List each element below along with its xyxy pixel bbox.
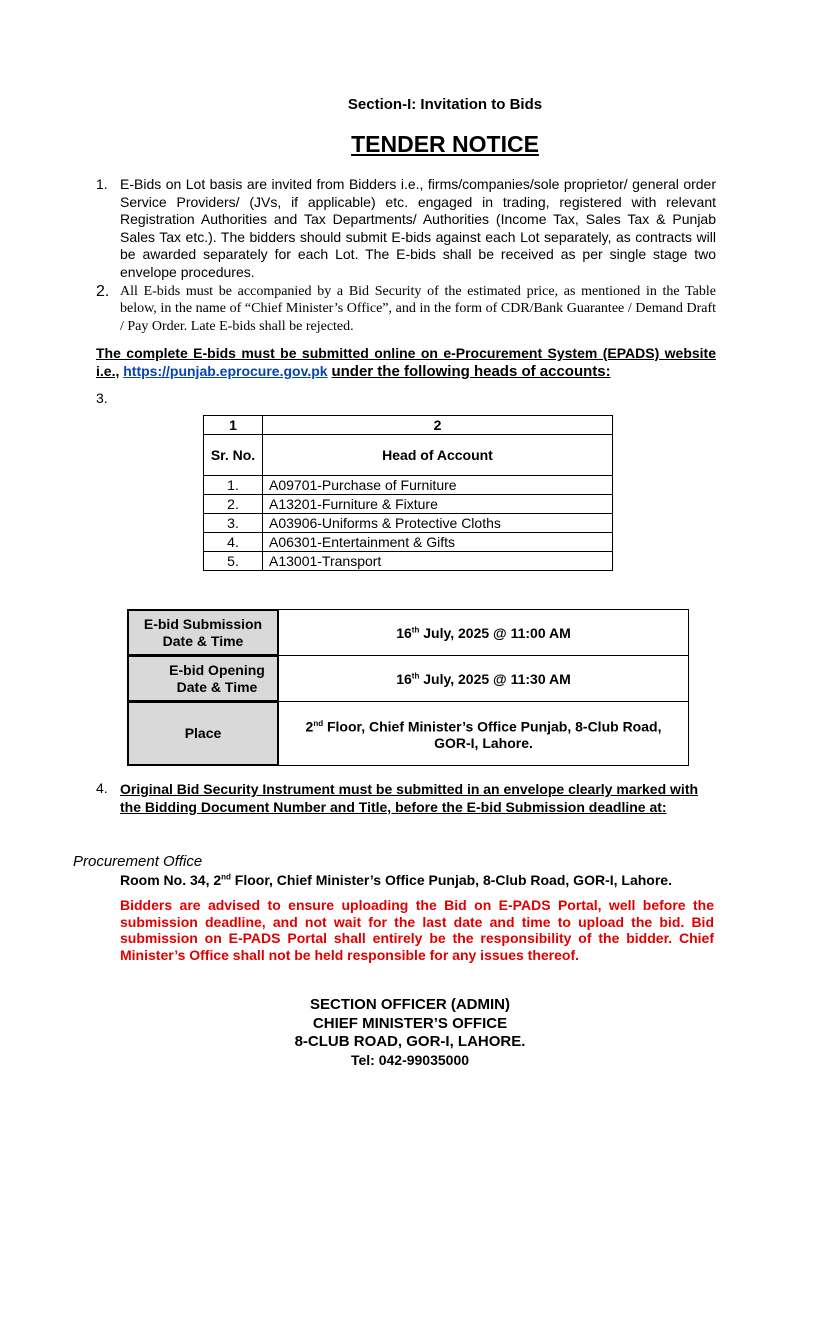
head-cell: A09701-Purchase of Furniture [263,476,613,495]
opening-label: E-bid Opening Date & Time [128,656,279,702]
sr-cell: 3. [204,514,263,533]
opening-datetime: 16th July, 2025 @ 11:30 AM [279,656,689,702]
procurement-office-heading: Procurement Office [73,853,203,870]
column-number: 1 [204,416,263,435]
item-3-number: 3. [96,390,108,406]
head-cell: A13001-Transport [263,552,613,571]
item-2-number: 2. [96,283,110,300]
submission-note-text: The complete E-bids must be submitted online on e-Procurement System (EPADS) website i.e., [96,345,716,379]
head-of-account-header: Head of Account [263,435,613,476]
advisory-notice: Bidders are advised to ensure uploading the Bid on E-PADS Portal, well before the submission deadline, and not wait for the last date and time to upload the bid. Bid submission on E-PADS Portal shall entirely be the responsibility of the bidder. Chief Minister’s Office shall not be held responsible for any issues thereof. [120,897,714,963]
section-heading: Section-I: Invitation to Bids [347,96,543,113]
submission-label: E-bid Submission Date & Time [128,610,279,656]
signature-office: CHIEF MINISTER’S OFFICE [312,1014,508,1032]
item-2-text: All E-bids must be accompanied by a Bid Security of the estimated price, as mentioned in the Table below, in the name of “Chief Minister’s Office”, and in the form of CDR/Bank Guarantee / Demand Draft / Pay Order. Late E-bids shall be rejected. [120,284,716,334]
table-header-row [204,435,613,476]
item-1-text: E-Bids on Lot basis are invited from Bidders i.e., firms/companies/sole proprietor/ general order Service Providers/ (JVs, if applicable) etc. engaged in trading, registered with relevant Registration Authorities and Tax Departments/ Authorities (Income Tax, Sales Tax & Punjab Sales Tax etc.). The bidders should submit E-bids against each Lot separately, as contracts will be awarded separately for each Lot. The E-bids shall be received as per single stage two envelope procedures. [120,176,716,280]
signature-title: SECTION OFFICER (ADMIN) [310,996,510,1013]
signature-tel: Tel: 042-99035000 [350,1051,470,1068]
head-cell: A06301-Entertainment & Gifts [263,533,613,552]
sr-cell: 2. [204,495,263,514]
sr-no-header: Sr. No. [204,435,263,476]
schedule-table [127,609,689,766]
table-row [204,533,613,552]
place-row [128,702,689,766]
heads-of-account-table [203,415,613,571]
item-1-number: 1. [96,176,108,192]
head-cell: A03906-Uniforms & Protective Cloths [263,514,613,533]
column-number: 2 [263,416,613,435]
table-row [204,495,613,514]
submission-datetime: 16th July, 2025 @ 11:00 AM [279,610,689,656]
item-4-number: 4. [96,780,108,796]
place-label: Place [128,702,279,766]
sr-cell: 4. [204,533,263,552]
submission-row [128,610,689,656]
signature-block [210,996,610,1069]
procurement-office-address: Room No. 34, 2nd Floor, Chief Minister’s Office Punjab, 8-Club Road, GOR-I, Lahore. [120,872,672,888]
epads-link[interactable]: https://punjab.eprocure.gov.pk [123,363,328,379]
head-cell: A13201-Furniture & Fixture [263,495,613,514]
opening-row [128,656,689,702]
sr-cell: 5. [204,552,263,571]
submission-note-heads: under the following heads of accounts: [331,363,611,380]
sr-cell: 1. [204,476,263,495]
table-row [204,476,613,495]
table-row [204,552,613,571]
tender-title: TENDER NOTICE [351,131,539,157]
place-value: 2nd Floor, Chief Minister’s Office Punjab, 8-Club Road, GOR-I, Lahore. [279,702,689,766]
table-row [204,514,613,533]
item-4-text: Original Bid Security Instrument must be submitted in an envelope clearly marked with the Bidding Document Number and Title, before the E-bid Submission deadline at: [120,781,699,815]
table-row [204,416,613,435]
signature-address: 8-CLUB ROAD, GOR-I, LAHORE. [294,1033,526,1051]
submission-note [96,344,716,381]
